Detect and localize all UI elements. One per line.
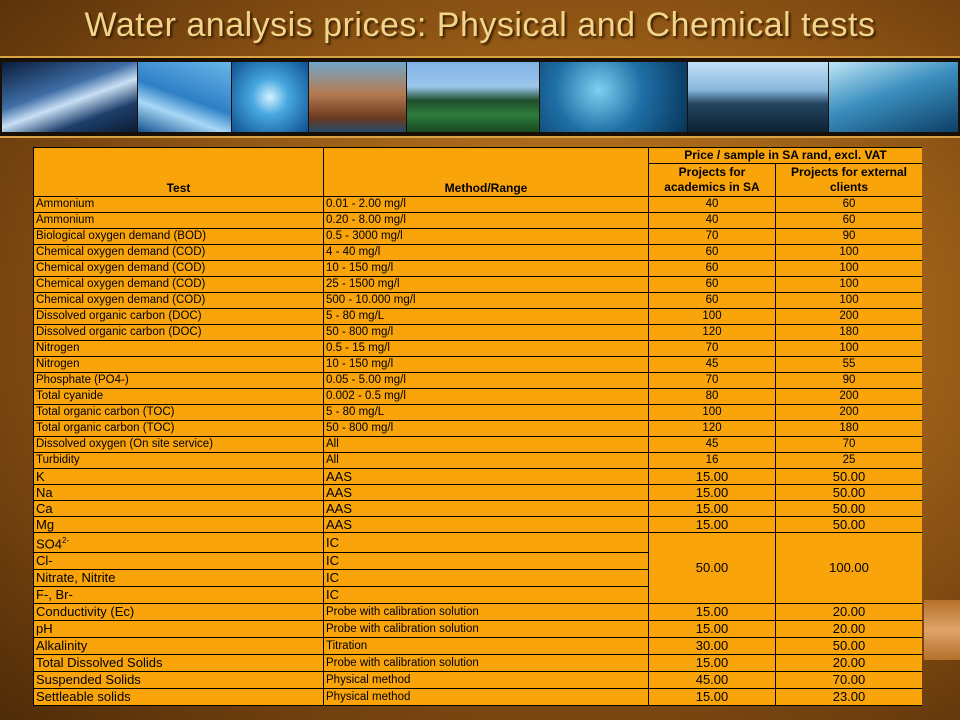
- academics-price-cell: 40: [649, 197, 776, 213]
- wave-photo: [2, 62, 137, 132]
- external-price-cell: 50.00: [776, 501, 923, 517]
- test-cell: Na: [34, 485, 324, 501]
- academics-price-cell: 40: [649, 213, 776, 229]
- method-cell: All: [324, 437, 649, 453]
- test-cell: Ca: [34, 501, 324, 517]
- external-price-cell: 50.00: [776, 517, 923, 533]
- test-cell: Ammonium: [34, 197, 324, 213]
- external-price-cell: 70.00: [776, 672, 923, 689]
- table-row: [34, 405, 923, 421]
- external-price-cell: 100: [776, 277, 923, 293]
- table-row: [34, 341, 923, 357]
- charge-superscript: 2-: [62, 536, 70, 545]
- academics-price-cell: 15.00: [649, 501, 776, 517]
- academics-price-cell: 30.00: [649, 638, 776, 655]
- price-table: [33, 147, 922, 706]
- water-splash-photo: [232, 62, 308, 132]
- treatment-plant-photo: [688, 62, 828, 132]
- test-cell: Phosphate (PO4-): [34, 373, 324, 389]
- table-row: [34, 197, 923, 213]
- test-cell: Chemical oxygen demand (COD): [34, 277, 324, 293]
- academics-price-cell: 15.00: [649, 604, 776, 621]
- academics-price-cell: 45.00: [649, 672, 776, 689]
- test-label: F-, Br-: [36, 587, 73, 603]
- test-cell: Conductivity (Ec): [34, 604, 324, 621]
- decorative-band: [924, 600, 960, 660]
- photo-banner: [0, 56, 960, 138]
- header-price-group: Price / sample in SA rand, excl. VAT: [649, 148, 923, 164]
- external-price-cell: 20.00: [776, 621, 923, 638]
- external-price-cell: 90: [776, 229, 923, 245]
- table-row: [34, 689, 923, 706]
- child-drinking-photo: [309, 62, 406, 132]
- external-price-cell: 100: [776, 341, 923, 357]
- method-cell: Probe with calibration solution: [324, 621, 649, 638]
- test-cell: Alkalinity: [34, 638, 324, 655]
- method-cell: 0.20 - 8.00 mg/l: [324, 213, 649, 229]
- external-price-cell: 20.00: [776, 604, 923, 621]
- academics-price-cell: 50.00: [649, 533, 776, 604]
- method-cell: Physical method: [324, 672, 649, 689]
- table-row: [34, 213, 923, 229]
- method-cell: All: [324, 453, 649, 469]
- table-row: [34, 293, 923, 309]
- external-price-cell: 100: [776, 293, 923, 309]
- method-cell: IC: [324, 553, 649, 570]
- academics-price-cell: 70: [649, 229, 776, 245]
- method-cell: IC: [324, 533, 649, 553]
- test-cell: Dissolved organic carbon (DOC): [34, 325, 324, 341]
- method-cell: 0.002 - 0.5 mg/l: [324, 389, 649, 405]
- table-row: [34, 325, 923, 341]
- external-price-cell: 50.00: [776, 469, 923, 485]
- method-cell: Probe with calibration solution: [324, 655, 649, 672]
- test-cell: pH: [34, 621, 324, 638]
- test-cell: [34, 570, 324, 587]
- academics-price-cell: 100: [649, 405, 776, 421]
- test-cell: Total organic carbon (TOC): [34, 405, 324, 421]
- external-price-cell: 200: [776, 405, 923, 421]
- method-cell: IC: [324, 587, 649, 604]
- academics-price-cell: 15.00: [649, 621, 776, 638]
- table-row: [34, 373, 923, 389]
- method-cell: Titration: [324, 638, 649, 655]
- external-price-cell: 25: [776, 453, 923, 469]
- academics-price-cell: 70: [649, 373, 776, 389]
- external-price-cell: 200: [776, 389, 923, 405]
- academics-price-cell: 60: [649, 293, 776, 309]
- table-row: [34, 621, 923, 638]
- test-cell: Chemical oxygen demand (COD): [34, 245, 324, 261]
- method-cell: Probe with calibration solution: [324, 604, 649, 621]
- academics-price-cell: 120: [649, 325, 776, 341]
- test-cell: Chemical oxygen demand (COD): [34, 261, 324, 277]
- table-row: [34, 245, 923, 261]
- test-cell: [34, 587, 324, 604]
- academics-price-cell: 15.00: [649, 485, 776, 501]
- table-row: [34, 672, 923, 689]
- method-cell: 50 - 800 mg/l: [324, 325, 649, 341]
- academics-price-cell: 60: [649, 277, 776, 293]
- table-row: [34, 261, 923, 277]
- page-title: Water analysis prices: Physical and Chemical tests: [84, 6, 876, 44]
- table-row: [34, 389, 923, 405]
- method-cell: Physical method: [324, 689, 649, 706]
- table-row: [34, 485, 923, 501]
- academics-price-cell: 70: [649, 341, 776, 357]
- test-label: SO4: [36, 536, 63, 552]
- table-row: [34, 277, 923, 293]
- pipe-outflow-photo: [829, 62, 958, 132]
- table-row: [34, 357, 923, 373]
- table-row: [34, 517, 923, 533]
- test-cell: K: [34, 469, 324, 485]
- header-method: Method/Range: [324, 148, 649, 197]
- test-cell: Settleable solids: [34, 689, 324, 706]
- external-price-cell: 100: [776, 261, 923, 277]
- academics-price-cell: 120: [649, 421, 776, 437]
- glass-water-photo: [138, 62, 231, 132]
- price-table-container: [33, 147, 922, 720]
- test-cell: Total Dissolved Solids: [34, 655, 324, 672]
- external-price-cell: 200: [776, 309, 923, 325]
- test-cell: Nitrogen: [34, 357, 324, 373]
- water-bubbles-photo: [540, 62, 687, 132]
- method-cell: AAS: [324, 469, 649, 485]
- academics-price-cell: 100: [649, 309, 776, 325]
- academics-price-cell: 60: [649, 245, 776, 261]
- method-cell: 10 - 150 mg/l: [324, 357, 649, 373]
- header-academics: Projects for academics in SA: [649, 164, 776, 197]
- method-cell: AAS: [324, 485, 649, 501]
- test-cell: Biological oxygen demand (BOD): [34, 229, 324, 245]
- test-label: Nitrate, Nitrite: [36, 570, 116, 586]
- test-cell: Ammonium: [34, 213, 324, 229]
- header-external: Projects for external clients: [776, 164, 923, 197]
- external-price-cell: 100: [776, 245, 923, 261]
- test-cell: [34, 533, 324, 553]
- method-cell: 50 - 800 mg/l: [324, 421, 649, 437]
- table-row: [34, 437, 923, 453]
- table-row: [34, 655, 923, 672]
- academics-price-cell: 15.00: [649, 469, 776, 485]
- table-row: [34, 469, 923, 485]
- method-cell: 5 - 80 mg/L: [324, 309, 649, 325]
- external-price-cell: 50.00: [776, 485, 923, 501]
- table-row: [34, 309, 923, 325]
- table-row: [34, 604, 923, 621]
- external-price-cell: 100.00: [776, 533, 923, 604]
- table-row: [34, 421, 923, 437]
- external-price-cell: 180: [776, 325, 923, 341]
- table-row: [34, 638, 923, 655]
- external-price-cell: 20.00: [776, 655, 923, 672]
- academics-price-cell: 15.00: [649, 655, 776, 672]
- method-cell: 0.01 - 2.00 mg/l: [324, 197, 649, 213]
- method-cell: 0.5 - 3000 mg/l: [324, 229, 649, 245]
- test-cell: [34, 553, 324, 570]
- method-cell: 4 - 40 mg/l: [324, 245, 649, 261]
- external-price-cell: 180: [776, 421, 923, 437]
- method-cell: IC: [324, 570, 649, 587]
- header-test: Test: [34, 148, 324, 197]
- academics-price-cell: 15.00: [649, 689, 776, 706]
- method-cell: AAS: [324, 501, 649, 517]
- table-row: [34, 229, 923, 245]
- table-row: [34, 453, 923, 469]
- test-cell: Mg: [34, 517, 324, 533]
- external-price-cell: 90: [776, 373, 923, 389]
- test-cell: Dissolved oxygen (On site service): [34, 437, 324, 453]
- external-price-cell: 70: [776, 437, 923, 453]
- academics-price-cell: 60: [649, 261, 776, 277]
- test-cell: Total cyanide: [34, 389, 324, 405]
- external-price-cell: 55: [776, 357, 923, 373]
- method-cell: AAS: [324, 517, 649, 533]
- academics-price-cell: 80: [649, 389, 776, 405]
- test-cell: Suspended Solids: [34, 672, 324, 689]
- test-cell: Nitrogen: [34, 341, 324, 357]
- test-cell: Turbidity: [34, 453, 324, 469]
- external-price-cell: 23.00: [776, 689, 923, 706]
- method-cell: 0.05 - 5.00 mg/l: [324, 373, 649, 389]
- table-row: [34, 501, 923, 517]
- table-row: [34, 533, 923, 553]
- method-cell: 5 - 80 mg/L: [324, 405, 649, 421]
- test-cell: Chemical oxygen demand (COD): [34, 293, 324, 309]
- academics-price-cell: 15.00: [649, 517, 776, 533]
- test-cell: Dissolved organic carbon (DOC): [34, 309, 324, 325]
- external-price-cell: 60: [776, 213, 923, 229]
- landscape-river-photo: [407, 62, 539, 132]
- external-price-cell: 50.00: [776, 638, 923, 655]
- test-cell: Total organic carbon (TOC): [34, 421, 324, 437]
- method-cell: 500 - 10.000 mg/l: [324, 293, 649, 309]
- method-cell: 0.5 - 15 mg/l: [324, 341, 649, 357]
- academics-price-cell: 45: [649, 437, 776, 453]
- academics-price-cell: 16: [649, 453, 776, 469]
- external-price-cell: 60: [776, 197, 923, 213]
- method-cell: 25 - 1500 mg/l: [324, 277, 649, 293]
- academics-price-cell: 45: [649, 357, 776, 373]
- method-cell: 10 - 150 mg/l: [324, 261, 649, 277]
- test-label: Cl-: [36, 553, 53, 569]
